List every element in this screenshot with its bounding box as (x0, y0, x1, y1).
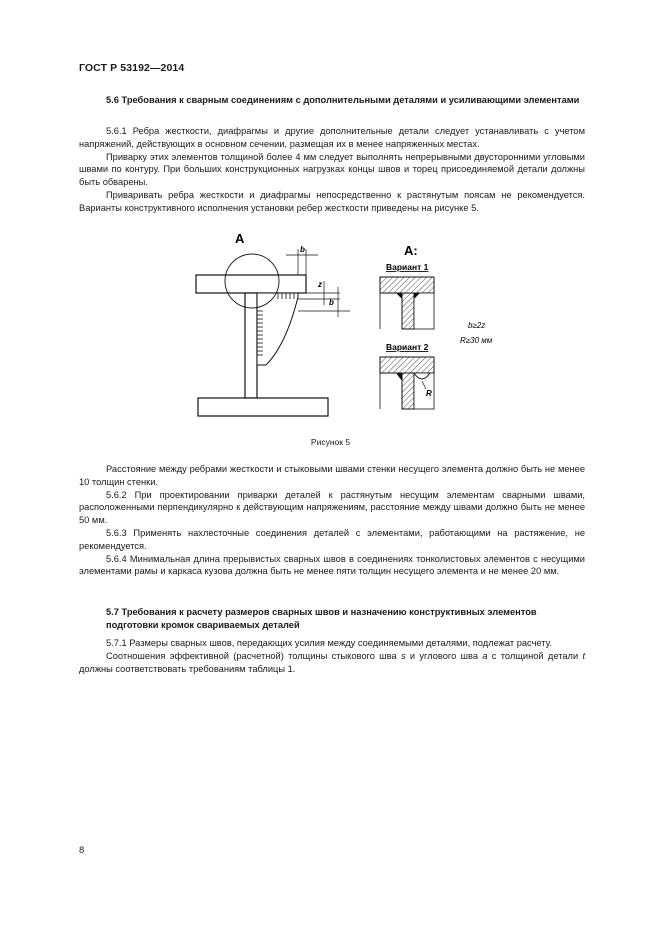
variant-1-drawing (380, 277, 434, 329)
text-segment: должны соответствовать требованиям таблицы 1. (79, 663, 296, 674)
document-id: ГОСТ Р 53192—2014 (79, 62, 185, 74)
figure-5 (190, 225, 520, 425)
paragraph-5-6-4: 5.6.4 Минимальная длина прерывистых сварных швов в соединениях тонколистовых элементов с несущими элементами рамы и каркаса кузова должна быть не менее пяти толщин несущего элемента и не менее 20 мм. (79, 553, 585, 577)
section-5-7-body (79, 637, 585, 675)
formula-b: b≥2z (468, 321, 486, 330)
figure-5-drawing (190, 225, 520, 425)
symbol-s: s (400, 650, 406, 661)
text-segment: с толщиной детали (487, 650, 583, 661)
paragraph-5-6-1: 5.6.1 Ребра жесткости, диафрагмы и другие дополнительные детали следует устанавливать с учетом напряжений, действующих в основном сечении, размещая их в менее напряженных местах. (79, 126, 585, 149)
variant-1-label: Вариант 1 (386, 262, 429, 272)
label-b-top: b (300, 245, 305, 254)
text-segment: Соотношения эффективной (расчетной) толщины стыкового шва (106, 650, 401, 661)
formula-r: R≥30 мм (460, 336, 493, 345)
paragraph-rib-distance: Расстояние между ребрами жесткости и стыковыми швами стенки несущего элемента должно быть не менее 10 толщин стенки. (79, 464, 585, 487)
paragraph-ribs-variants: Приваривать ребра жесткости и диафрагмы непосредственно к растянутым поясам не рекомендуется. Варианты конструктивного исполнения установки ребер жесткости приведены на рисунке 5. (79, 189, 585, 213)
section-5-6-title: 5.6 Требования к сварным соединениям с дополнительными деталями и усиливающими элементами (106, 95, 580, 105)
label-r: R (426, 389, 432, 398)
page-number: 8 (79, 845, 85, 856)
variant-2-drawing (380, 357, 434, 409)
paragraph-welding-contour: Приварку этих элементов толщиной более 4 мм следует выполнять непрерывными двусторонними угловыми швами по контуру. При больших конструкционных нагрузках концы швов и торец присоединяемой детали должны быть обварены. (79, 151, 585, 188)
label-z: z (318, 280, 322, 289)
after-figure-body (79, 463, 585, 578)
label-a: А (235, 231, 245, 246)
paragraph-5-6-3: 5.6.3 Применять нахлесточные соединения деталей с элементами, работающими на растяжение, не рекомендуется. (79, 527, 585, 551)
section-5-6-body (79, 125, 585, 215)
symbol-a: a (482, 650, 488, 661)
beam-section (196, 275, 328, 416)
label-a-detail: А: (404, 243, 418, 258)
section-5-7-title: 5.7 Требования к расчету размеров сварных швов и назначению конструктивных элементов подготовки кромок свариваемых деталей (106, 607, 537, 630)
symbol-t: t (582, 650, 586, 661)
figure-caption: Рисунок 5 (310, 437, 351, 447)
text-segment: и углового шва (405, 650, 483, 661)
paragraph-5-7-1: 5.7.1 Размеры сварных швов, передающих усилия между соединяемыми деталями, подлежат расчету. (106, 638, 552, 648)
variant-2-label: Вариант 2 (386, 342, 429, 352)
label-b-right: b (329, 298, 334, 307)
paragraph-5-6-2: 5.6.2 При проектировании приварки деталей к растянутым несущим элементам сварными швами, расположенными перпендикулярно к действующим напряжениям, расстояние между швами должно быть не менее 50 мм. (79, 489, 585, 526)
paragraph-weld-ratios (79, 650, 585, 676)
